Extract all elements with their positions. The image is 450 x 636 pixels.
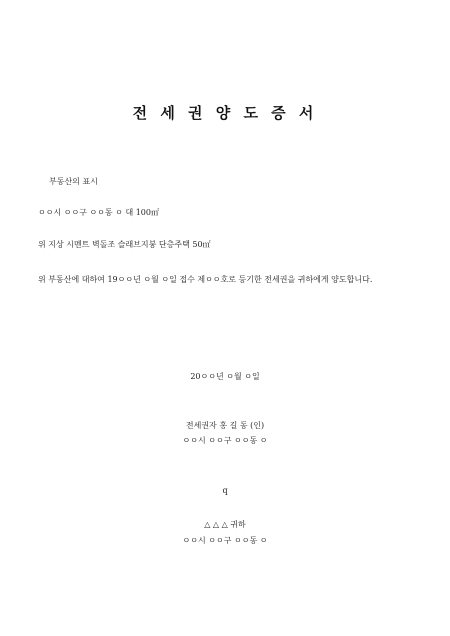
recipient-line: △ △ △ 귀하 — [204, 520, 246, 529]
property-heading: 부동산의 표시 — [49, 177, 98, 186]
transfer-statement: 위 부동산에 대하여 19ㅇㅇ년 ㅇ월 ㅇ일 접수 제ㅇㅇ호로 등기한 전세권을 귀하에게 양도합니다. — [38, 275, 373, 284]
holder-signature-line: 전세권자 홍 길 동 (인) — [185, 421, 265, 430]
small-mark: q — [222, 486, 228, 495]
recipient-address: ㅇㅇ시 ㅇㅇ구 ㅇㅇ동 ㅇ — [182, 536, 268, 545]
document-date: 20ㅇㅇ년 ㅇ월 ㅇ일 — [190, 372, 260, 381]
building-description: 위 지상 시멘트 벽돌조 슬래브지붕 단층주택 50㎡ — [38, 240, 211, 249]
holder-address: ㅇㅇ시 ㅇㅇ구 ㅇㅇ동 ㅇ — [182, 436, 268, 445]
document-title: 전 세 권 양 도 증 서 — [132, 104, 318, 122]
land-description: ㅇㅇ시 ㅇㅇ구 ㅇㅇ동 ㅇ 대 100㎡ — [38, 208, 159, 217]
